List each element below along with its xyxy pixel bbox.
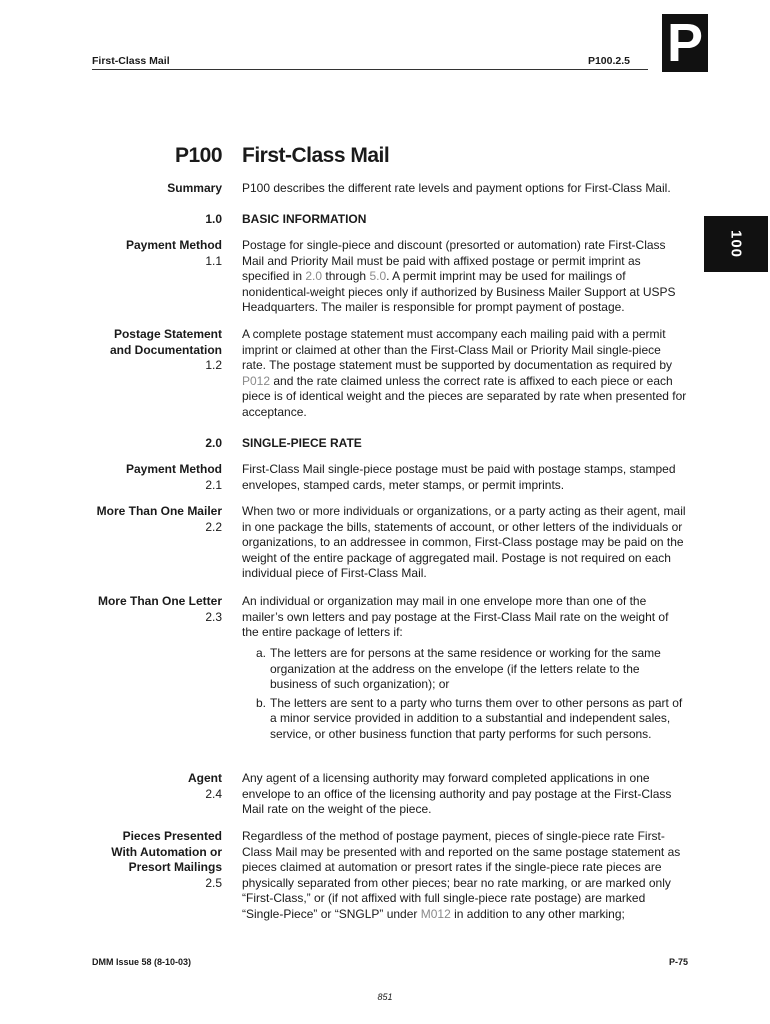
section-1-number-text: 1.0 bbox=[205, 212, 222, 226]
paragraph-2-5-number: 2.5 bbox=[205, 875, 222, 890]
link-m012[interactable]: M012 bbox=[420, 906, 451, 921]
section-1-number bbox=[52, 212, 222, 228]
list-item-label: b. bbox=[256, 695, 267, 710]
section-side-tab-label: 100 bbox=[727, 229, 745, 259]
summary-label bbox=[52, 181, 222, 197]
page-title: First-Class Mail bbox=[242, 144, 390, 167]
paragraph-1-2-number: 1.2 bbox=[205, 358, 222, 373]
paragraph-2-5-text-part: in addition to any other marking; bbox=[450, 906, 625, 921]
paragraph-2-1-title: Payment Method bbox=[125, 462, 222, 476]
paragraph-2-2-title: More Than One Mailer bbox=[96, 504, 222, 518]
section-2-number-text: 2.0 bbox=[205, 436, 222, 450]
paragraph-2-2-number: 2.2 bbox=[205, 519, 222, 534]
paragraph-2-3-list bbox=[256, 646, 684, 746]
paragraph-1-1-text-part: through bbox=[322, 269, 370, 284]
paragraph-1-1-title: Payment Method bbox=[125, 238, 222, 252]
running-header-reference: P100.2.5 bbox=[587, 55, 630, 67]
section-2-heading: SINGLE-PIECE RATE bbox=[242, 436, 362, 450]
paragraph-2-5-text-part: Regardless of the method of postage payment, pieces of single-piece rate First-Class Mail may be presented with and reported on the same postage statement as pieces claimed at automation or presort rates if the single-piece rate pieces are physically separated from other pieces; bear no rate marking, or are marked only “First-Class,” or (if not affixed with full single-piece rate postage) are marked “Single-Piece” or “SNGLP” under bbox=[242, 829, 681, 921]
page-number: 851 bbox=[377, 992, 393, 1002]
paragraph-1-2-text-part: and the rate claimed unless the correct rate is affixed to each piece or each piece is of identical weight and the pieces are separated by rate when presented for acceptance. bbox=[242, 373, 687, 419]
paragraph-2-1-label bbox=[52, 462, 222, 493]
paragraph-1-2-label bbox=[52, 327, 222, 374]
paragraph-2-5-title-line3: Presort Mailings bbox=[128, 860, 222, 875]
summary-label-text: Summary bbox=[167, 181, 222, 195]
paragraph-2-4-text: Any agent of a licensing authority may forward completed applications in one envelope to an office of the licensing authority and pay postage at the First-Class Mail rate on the weight of the piece. bbox=[242, 771, 672, 817]
paragraph-1-1-text-part: Postage for single-piece and discount (presorted or automation) rate First-Class Mail and Priority Mail must be paid with affixed postage or permit imprint as specified in bbox=[242, 238, 666, 284]
section-1-heading: BASIC INFORMATION bbox=[242, 212, 367, 226]
footer-page-ref: P-75 bbox=[668, 957, 688, 967]
paragraph-2-2-label bbox=[52, 504, 222, 535]
header-rule bbox=[92, 69, 648, 70]
paragraph-2-3-label bbox=[52, 594, 222, 625]
running-header-title: First-Class Mail bbox=[92, 55, 170, 67]
paragraph-1-2-title-line2: and Documentation bbox=[109, 342, 222, 357]
paragraph-2-4-number: 2.4 bbox=[205, 786, 222, 801]
paragraph-1-2-text bbox=[242, 327, 688, 421]
list-item bbox=[256, 646, 684, 693]
paragraph-2-1-number: 2.1 bbox=[205, 477, 222, 492]
paragraph-2-2-text: When two or more individuals or organizations, or a party acting as their agent, mail in one package the bills, statements of account, or other letters of the individuals or organizations, to an addressee in common, First-Class postage may be paid on the weight of the entire package of aggregated mail. Postage is not required on each individual piece of First-Class Mail. bbox=[242, 504, 686, 581]
paragraph-2-5-title-line1: Pieces Presented bbox=[122, 829, 222, 843]
list-item-text: The letters are for persons at the same residence or working for the same organization at the address on the envelope (if the letters relate to the business of such organization); or bbox=[270, 646, 661, 692]
section-side-tab bbox=[704, 216, 768, 272]
paragraph-1-2-title-line1: Postage Statement bbox=[113, 327, 222, 341]
summary-text: P100 describes the different rate levels and payment options for First-Class Mail. bbox=[242, 181, 671, 195]
paragraph-1-2-text-part: A complete postage statement must accompany each mailing paid with a permit imprint or claimed at other than the First-Class Mail or Priority Mail single-piece rate. The postage statement must be supported by documentation as required by bbox=[242, 327, 673, 373]
paragraph-2-3-number: 2.3 bbox=[205, 609, 222, 624]
link-5-0[interactable]: 5.0 bbox=[369, 269, 387, 284]
list-item-label: a. bbox=[256, 646, 267, 660]
list-item bbox=[256, 696, 684, 743]
link-p012[interactable]: P012 bbox=[242, 373, 271, 388]
paragraph-2-3-text: An individual or organization may mail in one envelope more than one of the mailer’s own letters and pay postage at the First-Class Mail rate on the weight of the entire package of letters if: bbox=[242, 594, 669, 640]
paragraph-2-1-text: First-Class Mail single-piece postage must be paid with postage stamps, stamped envelopes, stamped cards, meter stamps, or permit imprints. bbox=[242, 462, 676, 492]
chapter-tab-letter: P bbox=[662, 14, 708, 72]
paragraph-2-4-label bbox=[52, 771, 222, 802]
page-title-number: P100 bbox=[174, 144, 222, 167]
list-item-text: The letters are sent to a party who turns them over to other persons as part of a minor service provided in addition to a substantial and independent sales, service, or other business function that party performs for such persons. bbox=[270, 695, 683, 741]
link-2-0[interactable]: 2.0 bbox=[305, 269, 323, 284]
paragraph-2-5-text bbox=[242, 829, 688, 923]
paragraph-1-1-number: 1.1 bbox=[205, 253, 222, 268]
paragraph-1-1-text-part: . A permit imprint may be used for mailings of nonidentical-weight pieces only if authorized by Business Mailer Support at USPS Headquarters. The mailer is responsible for prompt payment of postage. bbox=[242, 269, 676, 315]
paragraph-2-5-label bbox=[52, 829, 222, 891]
paragraph-1-1-text bbox=[242, 238, 688, 316]
footer-issue: DMM Issue 58 (8-10-03) bbox=[92, 957, 192, 967]
section-2-number bbox=[52, 436, 222, 452]
paragraph-1-1-label bbox=[52, 238, 222, 269]
paragraph-2-4-title: Agent bbox=[188, 771, 222, 785]
paragraph-2-5-title-line2: With Automation or bbox=[111, 844, 222, 859]
paragraph-2-3-title: More Than One Letter bbox=[97, 594, 222, 608]
